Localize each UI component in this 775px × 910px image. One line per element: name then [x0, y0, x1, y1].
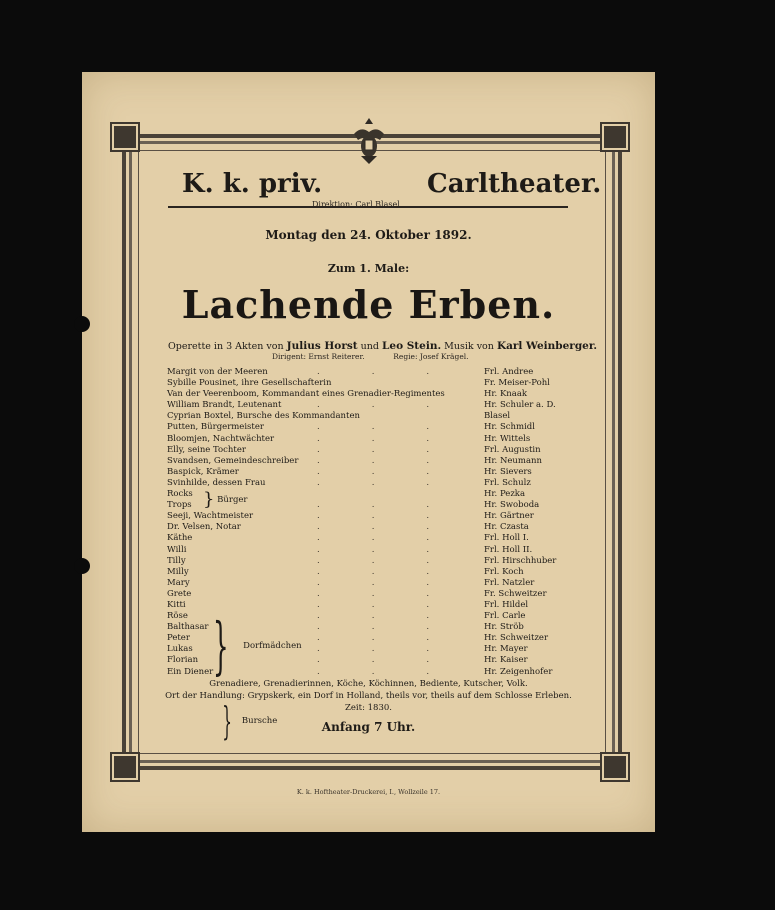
corner-ornament	[112, 754, 138, 780]
group-dorfmaedchen: } Dorfmädchen	[212, 609, 302, 682]
performance-date: Montag den 24. Oktober 1892.	[265, 228, 472, 242]
cast-row: Seeji, Wachtmeister ... Hr. Gärtner	[167, 511, 534, 522]
printer-imprint: K. k. Hoftheater-Druckerei, I., Wollzeile 17.	[296, 788, 441, 796]
subtitle: Operette in 3 Akten von Julius Horst und Leo Stein. Musik von Karl Weinberger.	[168, 340, 598, 352]
cast-row: Käthe ... Frl. Holl I.	[167, 533, 529, 544]
cast-row: Ein Diener ... Hr. Zeigenhofer	[167, 666, 553, 677]
group-buerger: } Bürger	[203, 489, 248, 510]
cast-row: Willi ... Frl. Holl II.	[167, 544, 533, 555]
cast-row: Margit von der Meeren ... Frl. Andree	[167, 367, 534, 377]
cast-row: Svinhilde, dessen Frau ... Frl. Schulz	[167, 477, 531, 488]
play-title: Lachende Erben.	[181, 282, 556, 327]
cast-row: Rocks Hr. Pezka	[167, 489, 526, 500]
cast-row: Florian ... Hr. Kaiser	[167, 655, 528, 666]
cast-row: Svandsen, Gemeindeschreiber ... Hr. Neumann	[167, 455, 542, 466]
cast-row: Sybille Pousinet, ihre Gesellschafterin Fr. Meiser-Pohl	[167, 378, 550, 389]
time-line: Zeit: 1830.	[345, 703, 392, 713]
cast-row: Lukas ... Hr. Mayer	[167, 644, 528, 655]
chorus-line: Grenadiere, Grenadierinnen, Köche, Köchinnen, Bediente, Kutscher, Volk.	[209, 679, 528, 689]
direktion: Direktion: Carl Blasel	[312, 200, 400, 209]
cast-row: Van der Veerenboom, Kommandant eines Grenadier-Regimentes Hr. Knaak	[167, 389, 528, 400]
cast-row: Kitti ... Frl. Hildel	[167, 599, 529, 610]
cast-row: Peter ... Hr. Schweitzer	[167, 633, 549, 644]
cast-row: Balthasar ... Hr. Ströb	[167, 622, 524, 633]
cast-row: Mary ... Frl. Natzler	[167, 577, 535, 588]
cast-row: Cyprian Boxtel, Bursche des Kommandanten Blasel	[167, 411, 511, 422]
credits-line: Dirigent: Ernst Reiterer. Regie: Josef Krägel.	[272, 352, 469, 361]
corner-ornament	[112, 124, 138, 150]
cast-row: Bloomjen, Nachtwächter ... Hr. Wittels	[167, 433, 531, 444]
corner-ornament	[602, 754, 628, 780]
corner-ornament	[602, 124, 628, 150]
cast-row: Putten, Bürgermeister ... Hr. Schmidl	[167, 422, 535, 433]
cast-row: Tilly ... Frl. Hirschhuber	[167, 555, 557, 566]
start-time: Anfang 7 Uhr.	[321, 720, 416, 734]
header-left: K. k. priv.	[182, 169, 323, 199]
cast-row: Milly ... Frl. Koch	[167, 566, 524, 577]
punch-hole-bottom	[74, 558, 90, 574]
group-bursche: } Bursche	[222, 699, 278, 743]
header-right: Carltheater.	[427, 169, 602, 199]
setting-line: Ort der Handlung: Grypskerk, ein Dorf in Holland, theils vor, theils auf dem Schlosse Erleben.	[165, 691, 572, 701]
premiere-note: Zum 1. Male:	[327, 262, 410, 275]
cast-row: Elly, seine Tochter ... Frl. Augustin	[167, 444, 541, 455]
cast-row: Baspick, Krämer ... Hr. Sievers	[167, 466, 532, 477]
cast-row: Grete ... Fr. Schweitzer	[167, 588, 547, 599]
cast-row: Trops ... Hr. Swoboda	[167, 500, 540, 511]
cast-row: Röse ... Frl. Carle	[167, 611, 526, 622]
cast-row: William Brandt, Leutenant ... Hr. Schuler a. D.	[167, 400, 556, 411]
playbill-sheet	[82, 72, 655, 832]
double-eagle-crest-icon	[352, 116, 386, 166]
cast-row: Dr. Velsen, Notar ... Hr. Czasta	[167, 522, 529, 533]
